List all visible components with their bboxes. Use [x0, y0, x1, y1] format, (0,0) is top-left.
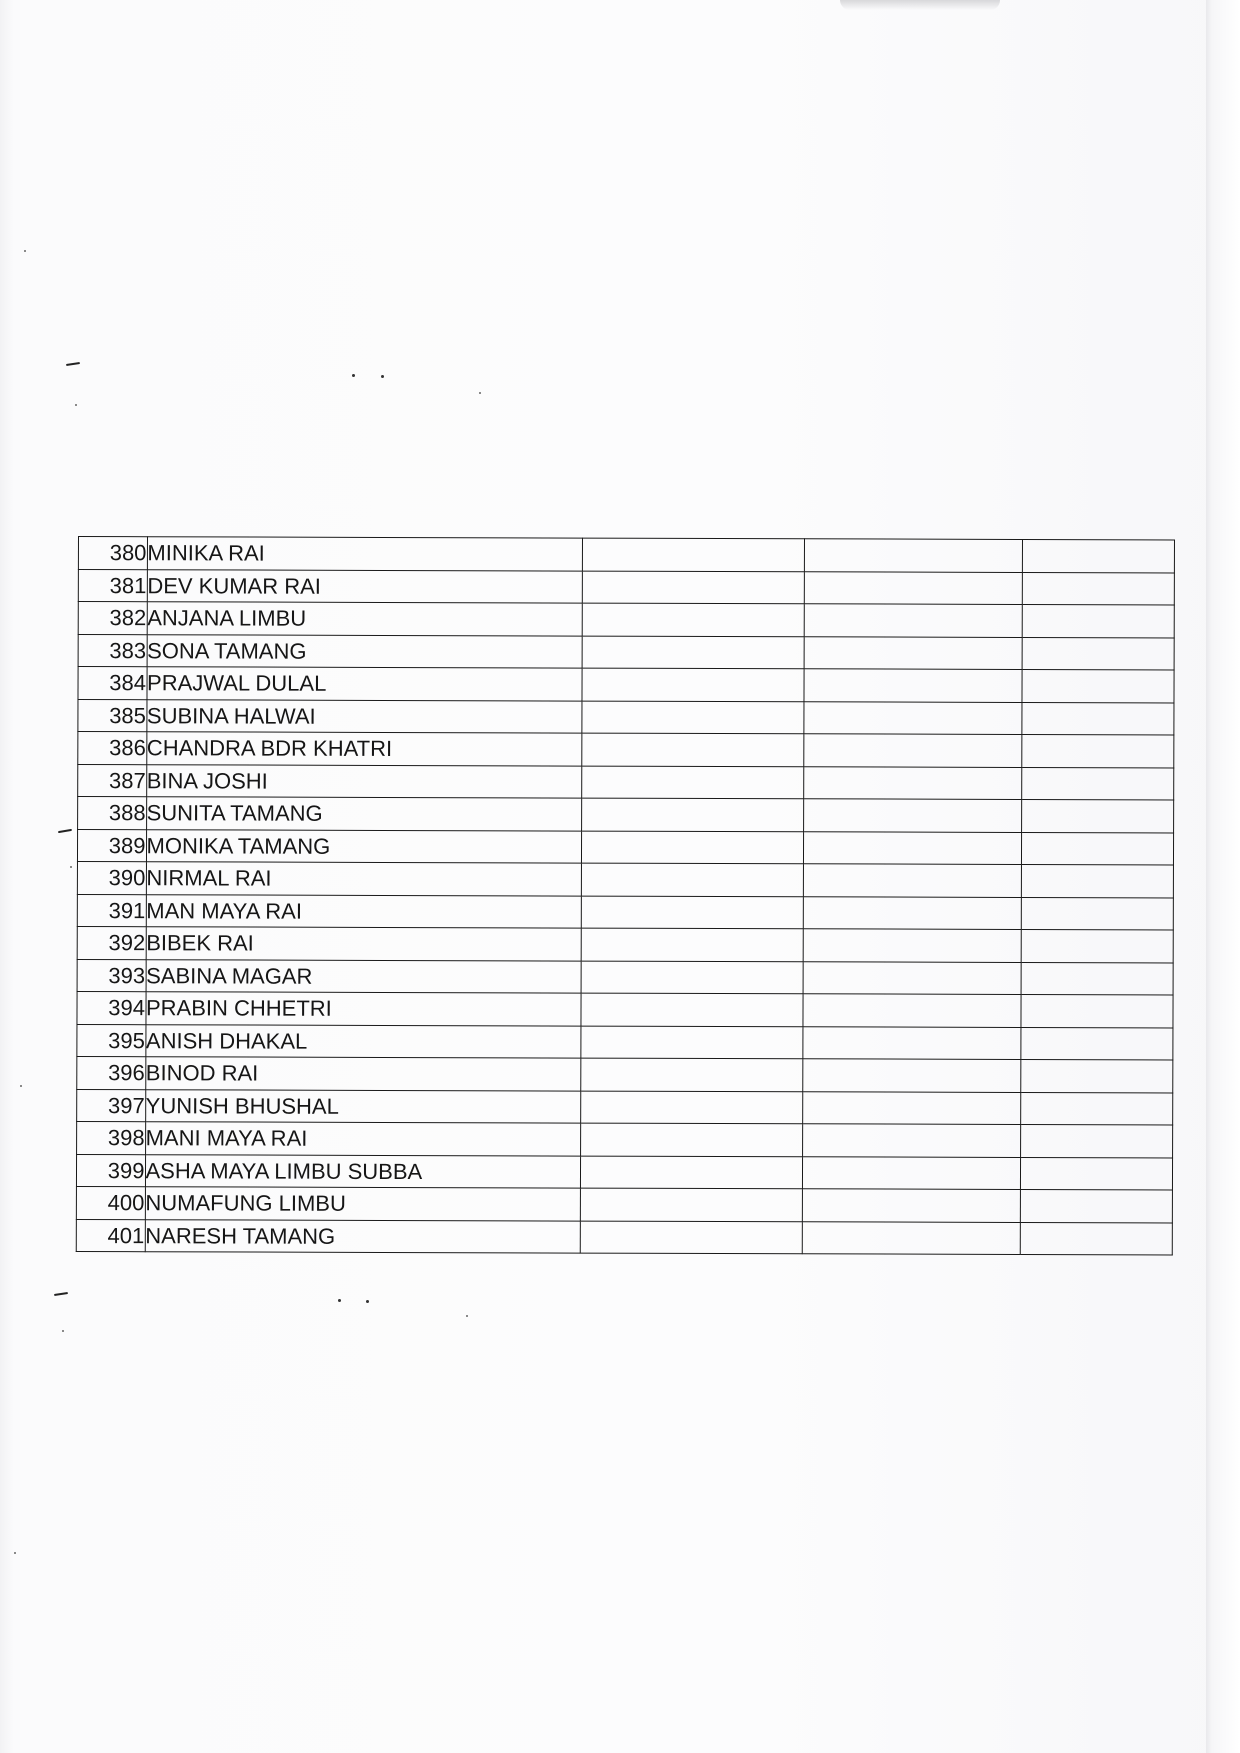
blank-cell-col3	[580, 1123, 803, 1156]
table-row	[77, 861, 1173, 897]
blank-cell-col3	[581, 766, 804, 799]
name-cell: MONIKA TAMANG	[146, 829, 581, 863]
table-row	[76, 1219, 1172, 1255]
page-edge-shadow	[1206, 0, 1240, 1753]
blank-cell-col5	[1021, 799, 1173, 832]
blank-cell-col5	[1021, 994, 1173, 1027]
speck	[466, 1315, 468, 1317]
blank-cell-col5	[1020, 1157, 1172, 1190]
blank-cell-col4	[803, 1221, 1021, 1254]
roster-table-wrapper	[76, 536, 1175, 1255]
blank-cell-col4	[804, 799, 1022, 832]
table-row	[77, 894, 1173, 930]
blank-cell-col5	[1021, 929, 1173, 962]
blank-cell-col5	[1020, 1189, 1172, 1222]
blank-cell-col3	[580, 1188, 803, 1221]
blank-cell-col4	[804, 604, 1022, 637]
blank-cell-col3	[582, 636, 805, 669]
name-cell: SUNITA TAMANG	[146, 797, 581, 831]
serial-number-cell: 391	[77, 894, 146, 927]
serial-number-cell: 398	[77, 1121, 146, 1154]
blank-cell-col4	[804, 864, 1022, 897]
blank-cell-col4	[804, 831, 1022, 864]
blank-cell-col5	[1022, 702, 1174, 735]
blank-cell-col3	[580, 1221, 803, 1254]
table-row	[76, 1186, 1172, 1222]
speck	[366, 1300, 369, 1303]
name-cell: BINA JOSHI	[146, 764, 581, 798]
table-row	[78, 667, 1174, 703]
blank-cell-col4	[803, 1059, 1021, 1092]
serial-number-cell: 389	[77, 829, 146, 862]
serial-number-cell: 390	[77, 861, 146, 894]
name-cell: SABINA MAGAR	[146, 959, 581, 993]
blank-cell-col5	[1021, 962, 1173, 995]
table-row	[78, 699, 1174, 735]
name-cell: YUNISH BHUSHAL	[145, 1089, 580, 1123]
speck	[352, 374, 355, 377]
blank-cell-col5	[1021, 1092, 1173, 1125]
blank-cell-col5	[1021, 897, 1173, 930]
serial-number-cell: 401	[76, 1219, 145, 1252]
serial-number-cell: 393	[77, 959, 146, 992]
blank-cell-col4	[804, 701, 1022, 734]
speck	[75, 404, 77, 406]
blank-cell-col3	[582, 571, 805, 604]
blank-cell-col5	[1022, 734, 1174, 767]
name-cell: CHANDRA BDR KHATRI	[146, 732, 581, 766]
serial-number-cell: 394	[77, 991, 146, 1024]
serial-number-cell: 388	[78, 797, 147, 830]
blank-cell-col5	[1022, 637, 1174, 670]
blank-cell-col3	[580, 1091, 803, 1124]
speck	[20, 1085, 22, 1087]
serial-number-cell: 399	[76, 1154, 145, 1187]
blank-cell-col4	[803, 1091, 1021, 1124]
table-row	[77, 959, 1173, 995]
blank-cell-col4	[804, 734, 1022, 767]
name-cell: NUMAFUNG LIMBU	[145, 1187, 580, 1221]
blank-cell-col5	[1020, 1124, 1172, 1157]
blank-cell-col3	[580, 1058, 803, 1091]
table-row	[77, 829, 1173, 865]
serial-number-cell: 384	[78, 667, 147, 700]
blank-cell-col3	[580, 1156, 803, 1189]
name-cell: BINOD RAI	[145, 1057, 580, 1091]
table-row	[77, 1089, 1173, 1125]
speck	[14, 1552, 16, 1554]
table-row	[78, 732, 1174, 768]
serial-number-cell: 382	[78, 602, 147, 635]
roster-table	[76, 536, 1175, 1255]
serial-number-cell: 380	[78, 537, 147, 570]
name-cell: PRABIN CHHETRI	[145, 992, 580, 1026]
blank-cell-col4	[803, 1156, 1021, 1189]
blank-cell-col5	[1021, 832, 1173, 865]
blank-cell-col5	[1022, 572, 1174, 605]
table-row	[77, 1024, 1173, 1060]
serial-number-cell: 381	[78, 569, 147, 602]
blank-cell-col5	[1022, 767, 1174, 800]
blank-cell-col3	[581, 928, 804, 961]
blank-cell-col3	[582, 701, 805, 734]
name-cell: MANI MAYA RAI	[145, 1122, 580, 1156]
blank-cell-col4	[803, 1124, 1021, 1157]
table-row	[78, 764, 1174, 800]
blank-cell-col4	[803, 929, 1021, 962]
speck	[381, 375, 384, 378]
name-cell: ANISH DHAKAL	[145, 1024, 580, 1058]
table-row	[78, 797, 1174, 833]
blank-cell-col5	[1021, 1027, 1173, 1060]
table-row	[77, 1121, 1173, 1157]
name-cell: BIBEK RAI	[146, 927, 581, 961]
blank-cell-col3	[582, 538, 805, 571]
serial-number-cell: 386	[78, 732, 147, 765]
table-row	[78, 634, 1174, 670]
blank-cell-col3	[581, 961, 804, 994]
blank-cell-col4	[804, 636, 1022, 669]
blank-cell-col5	[1021, 864, 1173, 897]
table-row	[77, 1056, 1173, 1092]
speck	[24, 250, 26, 252]
name-cell: PRAJWAL DULAL	[146, 667, 581, 701]
blank-cell-col3	[581, 798, 804, 831]
blank-cell-col3	[581, 993, 804, 1026]
roster-table-body	[76, 537, 1174, 1255]
name-cell: ASHA MAYA LIMBU SUBBA	[145, 1154, 580, 1188]
serial-number-cell: 395	[77, 1024, 146, 1057]
blank-cell-col3	[581, 733, 804, 766]
blank-cell-col3	[581, 831, 804, 864]
blank-cell-col4	[803, 994, 1021, 1027]
blank-cell-col4	[803, 1026, 1021, 1059]
speck	[479, 392, 481, 394]
blank-cell-col3	[581, 896, 804, 929]
blank-cell-col3	[582, 668, 805, 701]
serial-number-cell: 397	[77, 1089, 146, 1122]
blank-cell-col3	[582, 603, 805, 636]
name-cell: MINIKA RAI	[147, 537, 582, 571]
blank-cell-col4	[803, 1189, 1021, 1222]
blank-cell-col4	[805, 571, 1023, 604]
scan-smudge	[840, 0, 1000, 10]
name-cell: SUBINA HALWAI	[146, 699, 581, 733]
blank-cell-col4	[804, 669, 1022, 702]
blank-cell-col4	[804, 896, 1022, 929]
name-cell: NARESH TAMANG	[145, 1219, 580, 1253]
blank-cell-col4	[804, 766, 1022, 799]
name-cell: DEV KUMAR RAI	[147, 569, 582, 603]
serial-number-cell: 385	[78, 699, 147, 732]
table-row	[76, 1154, 1172, 1190]
blank-cell-col3	[581, 1026, 804, 1059]
blank-cell-col4	[805, 539, 1023, 572]
speck	[62, 1330, 64, 1332]
speck	[338, 1299, 341, 1302]
table-row	[77, 926, 1173, 962]
serial-number-cell: 392	[77, 926, 146, 959]
blank-cell-col5	[1022, 604, 1174, 637]
table-row	[78, 537, 1174, 573]
table-row	[78, 602, 1174, 638]
name-cell: SONA TAMANG	[147, 634, 582, 668]
serial-number-cell: 396	[77, 1056, 146, 1089]
table-row	[78, 569, 1174, 605]
name-cell: MAN MAYA RAI	[146, 894, 581, 928]
blank-cell-col4	[803, 961, 1021, 994]
speck	[70, 866, 72, 868]
serial-number-cell: 387	[78, 764, 147, 797]
blank-cell-col5	[1022, 539, 1174, 572]
blank-cell-col5	[1021, 1059, 1173, 1092]
table-row	[77, 991, 1173, 1027]
serial-number-cell: 383	[78, 634, 147, 667]
name-cell: ANJANA LIMBU	[147, 602, 582, 636]
blank-cell-col3	[581, 863, 804, 896]
blank-cell-col5	[1020, 1222, 1172, 1255]
serial-number-cell: 400	[76, 1186, 145, 1219]
name-cell: NIRMAL RAI	[146, 862, 581, 896]
blank-cell-col5	[1022, 669, 1174, 702]
